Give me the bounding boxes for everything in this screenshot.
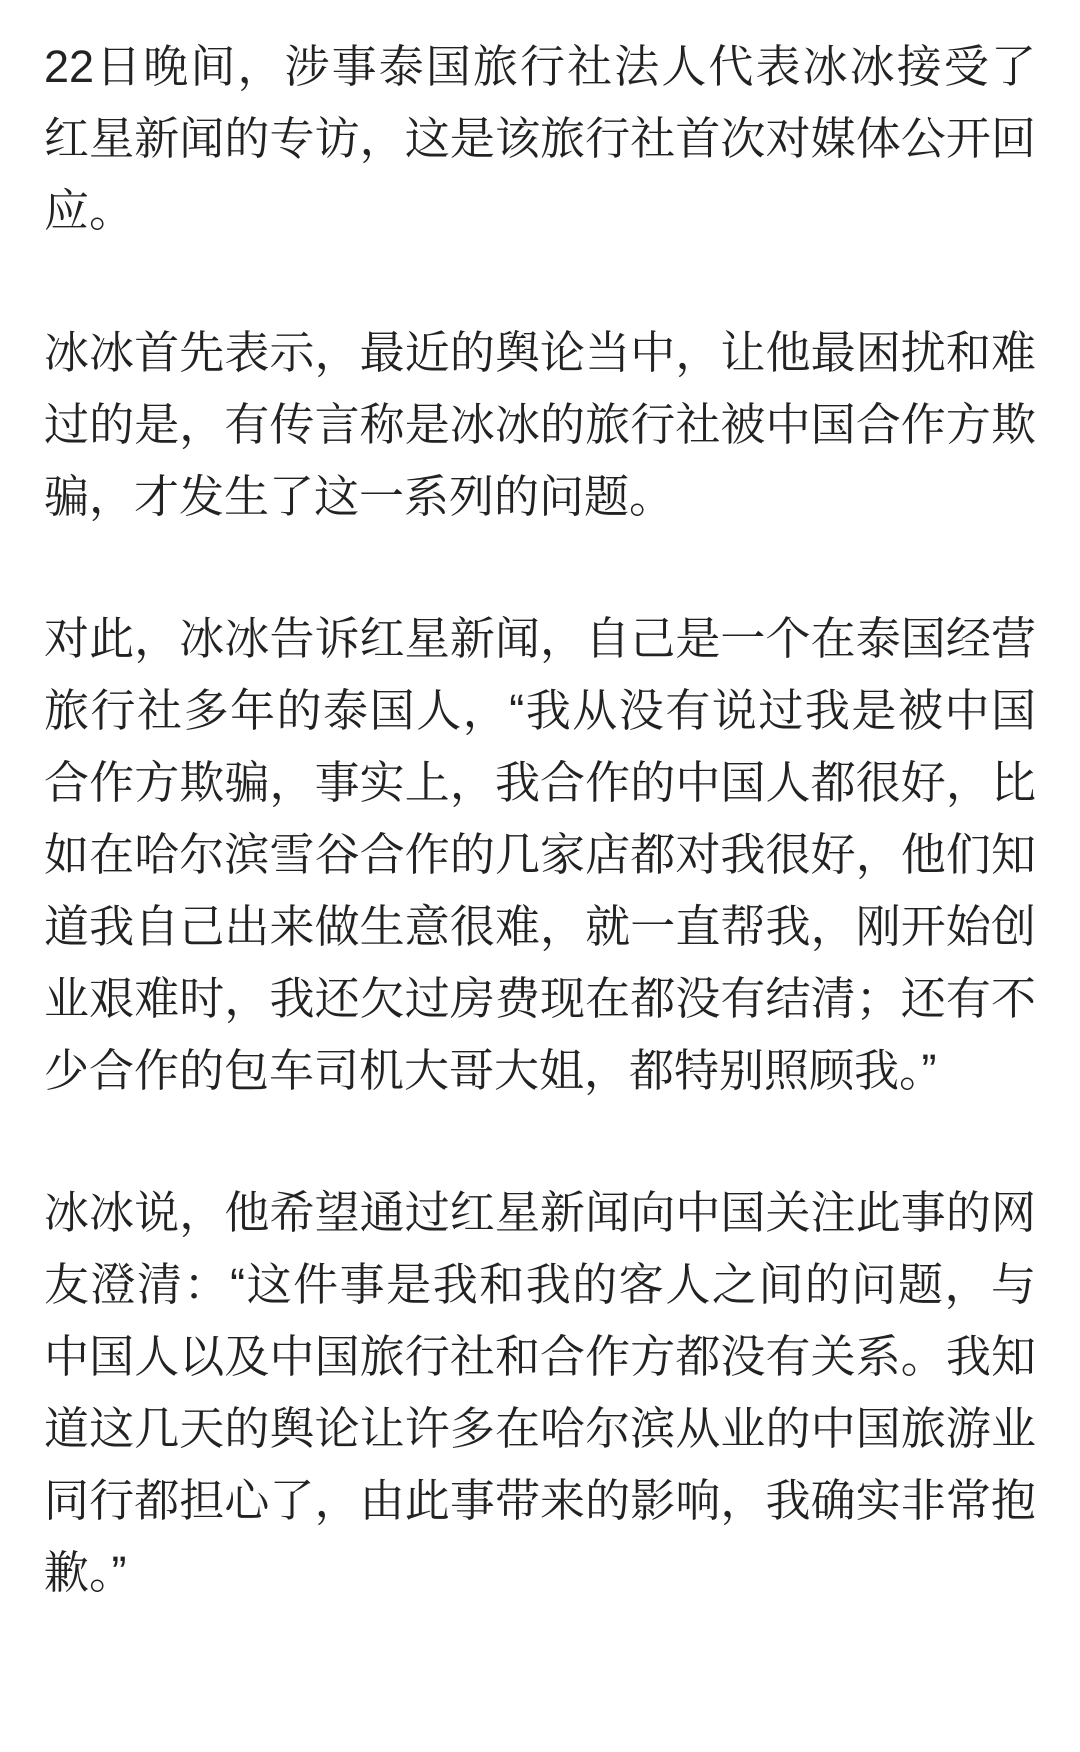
article-paragraph-4: 冰冰说，他希望通过红星新闻向中国关注此事的网友澄清：“这件事是我和我的客人之间的问题，与中国人以及中国旅行社和合作方都没有关系。我知道这几天的舆论让许多在哈尔滨从业的中国旅游业同行都担心了，由此事带来的影响，我确实非常抱歉。” [44, 1187, 1036, 1598]
article-paragraph-1: 22日晚间，涉事泰国旅行社法人代表冰冰接受了红星新闻的专访，这是该旅行社首次对媒体公开回应。 [44, 41, 1036, 236]
article-paragraph-2: 冰冰首先表示，最近的舆论当中，让他最困扰和难过的是，有传言称是冰冰的旅行社被中国合作方欺骗，才发生了这一系列的问题。 [44, 327, 1036, 522]
article-paragraph-3: 对此，冰冰告诉红星新闻，自己是一个在泰国经营旅行社多年的泰国人，“我从没有说过我是被中国合作方欺骗，事实上，我合作的中国人都很好，比如在哈尔滨雪谷合作的几家店都对我很好，他们知道我自己出来做生意很难，就一直帮我，刚开始创业艰难时，我还欠过房费现在都没有结清；还有不少合作的包车司机大哥大姐，都特别照顾我。” [44, 613, 1036, 1096]
